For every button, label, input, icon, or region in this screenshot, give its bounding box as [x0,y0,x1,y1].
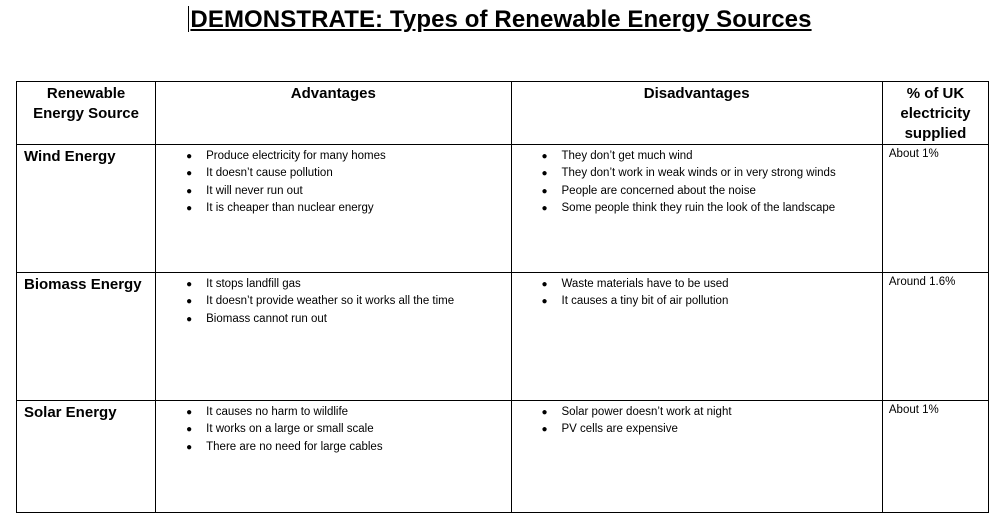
list-item [512,293,882,310]
list-item-text: There are no need for large cables [206,440,383,453]
percent-cell: About 1% [882,145,988,273]
percent-cell: About 1% [882,401,988,513]
list-item [512,421,882,438]
list-item-text: It causes no harm to wildlife [206,406,349,418]
list-item [512,148,882,165]
advantages-list [156,145,510,217]
advantages-cell [156,145,511,273]
document-title [0,6,1000,34]
list-item [512,276,882,293]
title-text: DEMONSTRATE: Types of Renewable Energy Sources [190,6,812,33]
bullet-icon: ● [541,185,548,197]
list-item-text: It is cheaper than nuclear energy [206,201,374,214]
list-item [156,404,510,421]
bullet-icon: ● [541,279,548,290]
list-item-text: It works on a large or small scale [206,423,374,436]
disadvantages-list [512,401,882,439]
disadvantages-list [512,145,882,217]
advantages-list [156,273,510,328]
disadvantages-cell [511,401,882,513]
bullet-icon: ● [186,424,193,436]
list-item-text: Produce electricity for many homes [206,150,386,162]
bullet-icon: ● [186,202,193,214]
list-item-text: It will never run out [206,184,303,197]
bullet-icon: ● [186,151,193,162]
header-disadvantages-label: Disadvantages [643,85,750,102]
header-disadvantages [511,82,882,145]
bullet-icon: ● [186,168,193,180]
bullet-icon: ● [186,296,193,308]
table-row-solar [17,401,989,513]
header-source-label: Renewable Energy Source [33,85,139,122]
disadvantages-cell [511,145,882,273]
list-item [512,200,882,217]
list-item [512,165,882,182]
list-item [512,183,882,200]
list-item-text: It doesn’t provide weather so it works all the time [206,295,455,308]
list-item-text: It causes a tiny bit of air pollution [561,295,729,308]
list-item [156,148,510,165]
energy-table [16,81,989,513]
bullet-icon: ● [541,296,548,308]
bullet-icon: ● [541,168,548,180]
source-cell: Solar Energy [17,401,156,513]
list-item [512,404,882,421]
list-item [156,439,510,456]
table-row-wind [17,145,989,273]
list-item [156,421,510,438]
disadvantages-cell [511,273,882,401]
source-cell: Biomass Energy [17,273,156,401]
bullet-icon: ● [541,407,548,418]
header-advantages [156,82,511,145]
list-item [156,183,510,200]
source-cell: Wind Energy [17,145,156,273]
list-item-text: Solar power doesn’t work at night [561,406,732,418]
disadvantages-list [512,273,882,311]
bullet-icon: ● [186,185,193,197]
list-item [156,165,510,182]
list-item-text: PV cells are expensive [561,423,678,436]
list-item-text: Biomass cannot run out [206,312,327,325]
advantages-cell [156,273,511,401]
table-row-biomass [17,273,989,401]
list-item-text: They don’t get much wind [561,150,693,162]
bullet-icon: ● [541,151,548,162]
header-advantages-label: Advantages [290,85,376,102]
bullet-icon: ● [186,441,193,453]
bullet-icon: ● [541,424,548,436]
list-item-text: It stops landfill gas [206,278,301,290]
list-item-text: They don’t work in weak winds or in very strong winds [561,167,836,180]
list-item [156,200,510,217]
list-item-text: It doesn’t cause pollution [206,167,333,180]
header-percent-label: % of UK electricity supplied [900,85,971,142]
bullet-icon: ● [186,407,193,418]
header-row [17,82,989,145]
percent-cell: Around 1.6% [882,273,988,401]
list-item-text: Some people think they ruin the look of the landscape [561,201,836,214]
list-item-text: Waste materials have to be used [561,278,729,290]
advantages-list [156,401,510,456]
bullet-icon: ● [186,313,193,325]
list-item [156,276,510,293]
list-item [156,293,510,310]
bullet-icon: ● [541,202,548,214]
header-source [17,82,156,145]
list-item-text: People are concerned about the noise [561,184,756,197]
list-item [156,311,510,328]
bullet-icon: ● [186,279,193,290]
advantages-cell [156,401,511,513]
header-percent [882,82,988,145]
